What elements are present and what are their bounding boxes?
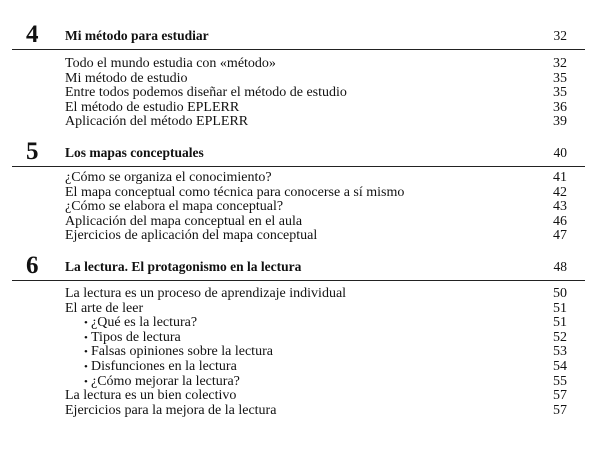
- bullet: •: [84, 346, 88, 359]
- entry-page: 46: [553, 213, 567, 229]
- chapter-page: 40: [553, 145, 567, 160]
- chapter-rule: [12, 280, 585, 281]
- toc-subentry: [0, 316, 600, 331]
- toc-entry: [0, 302, 600, 317]
- chapter-header: [0, 252, 600, 279]
- chapter-rule: [12, 49, 585, 50]
- entry-page: 47: [553, 228, 567, 244]
- chapter-title: Mi método para estudiar: [65, 28, 209, 43]
- bullet: •: [84, 375, 88, 388]
- toc-entry: [0, 287, 600, 302]
- toc-entry: [0, 115, 600, 130]
- entry-title: ¿Cómo se elabora el mapa conceptual?: [65, 199, 284, 215]
- entry-page: 50: [553, 286, 567, 301]
- entry-title: ¿Cómo se organiza el conocimiento?: [65, 170, 272, 185]
- chapter-header: [0, 138, 600, 165]
- entry-page: 42: [553, 184, 567, 200]
- chapter-rule: [12, 166, 585, 167]
- entry-title: Ejercicios de aplicación del mapa conceptual: [65, 228, 318, 244]
- chapter-page: 48: [553, 259, 567, 274]
- toc-entry: [0, 186, 600, 201]
- entry-page: 55: [553, 373, 567, 389]
- bullet: •: [84, 331, 88, 344]
- entry-title: Mi método de estudio: [65, 70, 188, 86]
- entry-title: La lectura es un proceso de aprendizaje individual: [65, 286, 347, 301]
- entry-title: Entre todos podemos diseñar el método de estudio: [65, 85, 347, 101]
- toc-subentry: [0, 360, 600, 375]
- toc-entry: [0, 200, 600, 215]
- entry-page: 53: [553, 344, 567, 360]
- chapter-number: 6: [26, 252, 39, 279]
- entry-title: Ejercicios para la mejora de la lectura: [65, 402, 277, 418]
- chapter-number: 4: [26, 21, 39, 48]
- chapter-title: La lectura. El protagonismo en la lectura: [65, 259, 302, 274]
- chapter-number: 5: [26, 138, 39, 165]
- toc-subentry: [0, 375, 600, 390]
- toc-subentry: [0, 331, 600, 346]
- chapter-5: [0, 138, 600, 165]
- entry-page: 35: [553, 85, 567, 101]
- toc-entry: [0, 229, 600, 244]
- chapter-5-entries: [0, 171, 600, 244]
- entry-page: 39: [553, 114, 567, 130]
- chapter-page: 32: [553, 28, 567, 43]
- bullet: •: [84, 360, 88, 373]
- entry-page: 51: [553, 300, 567, 316]
- entry-page: 57: [553, 402, 567, 418]
- toc-entry: [0, 57, 600, 72]
- entry-page: 57: [553, 388, 567, 404]
- toc-entry: [0, 404, 600, 419]
- entry-title: El mapa conceptual como técnica para conocerse a sí mismo: [65, 184, 405, 200]
- entry-page: 41: [553, 170, 567, 185]
- entry-title: Todo el mundo estudia con «método»: [65, 56, 276, 71]
- toc-subentry: [0, 345, 600, 360]
- chapter-title: Los mapas conceptuales: [65, 145, 204, 160]
- toc-entry: [0, 171, 600, 186]
- chapter-4: [0, 21, 600, 48]
- entry-title: Tipos de lectura: [91, 329, 181, 345]
- chapter-6-entries: [0, 287, 600, 418]
- entry-page: 43: [553, 199, 567, 215]
- bullet: •: [84, 317, 88, 330]
- entry-page: 36: [553, 99, 567, 115]
- entry-title: Falsas opiniones sobre la lectura: [91, 344, 273, 360]
- entry-title: La lectura es un bien colectivo: [65, 388, 237, 404]
- chapter-header: [0, 21, 600, 48]
- entry-page: 35: [553, 70, 567, 86]
- chapter-6: [0, 252, 600, 279]
- entry-title: El arte de leer: [65, 300, 144, 316]
- entry-page: 54: [553, 358, 567, 374]
- entry-page: 52: [553, 329, 567, 345]
- entry-title: Aplicación del método EPLERR: [65, 114, 249, 130]
- toc-entry: [0, 215, 600, 230]
- toc-entry: [0, 86, 600, 101]
- entry-page: 51: [553, 315, 567, 331]
- entry-title: Aplicación del mapa conceptual en el aula: [65, 213, 303, 229]
- chapter-4-entries: [0, 57, 600, 130]
- entry-page: 32: [553, 56, 567, 71]
- entry-title: El método de estudio EPLERR: [65, 99, 240, 115]
- entry-title: Disfunciones en la lectura: [91, 358, 237, 374]
- entry-title: ¿Cómo mejorar la lectura?: [91, 373, 240, 389]
- toc-entry: [0, 389, 600, 404]
- toc-entry: [0, 72, 600, 87]
- entry-title: ¿Qué es la lectura?: [91, 315, 198, 331]
- toc-entry: [0, 101, 600, 116]
